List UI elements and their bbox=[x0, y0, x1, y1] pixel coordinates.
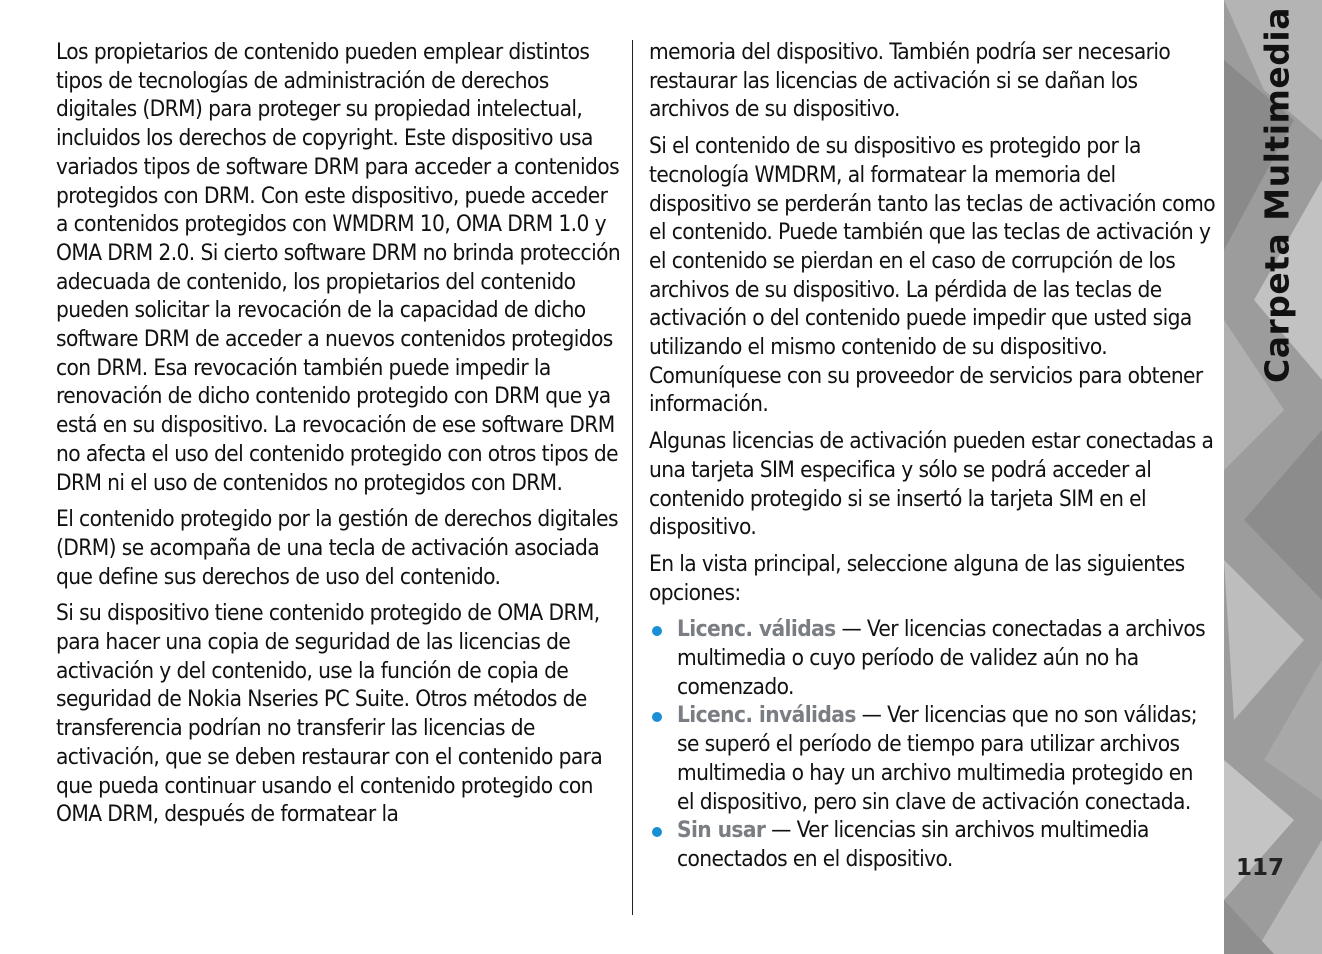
bullet-icon bbox=[652, 626, 662, 636]
option-item-invalid-licenses bbox=[649, 701, 1215, 816]
column-divider bbox=[632, 40, 633, 915]
bullet-icon bbox=[652, 712, 662, 722]
paragraph: Si su dispositivo tiene contenido protegido de OMA DRM, para hacer una copia de seguridad de las licencias de activación y del contenido, use la función de copia de seguridad de Nokia Nseries PC Suite. Otros métodos de transferencia podrían no transferir las licencias de activación, que se deben restaurar con el contenido para que pueda continuar usando el contenido protegido con OMA DRM, después de formatear la bbox=[56, 600, 603, 828]
paragraph: Los propietarios de contenido pueden emplear distintos tipos de tecnologías de administración de derechos digitales (DRM) para proteger su propiedad intelectual, incluidos los derechos de copyright. Este dispositivo usa variados tipos de software DRM para acceder a contenidos protegidos con DRM. Con este dispositivo, puede acceder a contenidos protegidos con WMDRM 10, OMA DRM 1.0 y OMA DRM 2.0. Si cierto software DRM no brinda protección adecuada de contenido, los propietarios del contenido pueden solicitar la revocación de la capacidad de dicho software DRM de acceder a nuevos contenidos protegidos con DRM. Esa revocación también puede impedir la renovación de dicho contenido protegido con DRM que ya está en su dispositivo. La revocación de ese software DRM no afecta el uso del contenido protegido con otros tipos de DRM ni el uso de contenidos no protegidos con DRM. bbox=[56, 39, 621, 496]
option-name: Sin usar bbox=[677, 817, 766, 844]
paragraph: Si el contenido de su dispositivo es protegido por la tecnología WMDRM, al formatear la memoria del dispositivo se perderán tanto las teclas de activación como el contenido. Puede también que las teclas de activación y el contenido se pierdan en el caso de corrupción de los archivos de su dispositivo. La pérdida de las teclas de activación o del contenido puede impedir que usted siga utilizando el mismo contenido de su dispositivo. Comuníquese con su proveedor de servicios para obtener información. bbox=[649, 133, 1215, 418]
page-number: 117 bbox=[1236, 855, 1285, 881]
paragraph: Algunas licencias de activación pueden estar conectadas a una tarjeta SIM especifica y sólo se podrá acceder al contenido protegido si se insertó la tarjeta SIM en el dispositivo. bbox=[649, 428, 1214, 541]
option-description: — Ver licencias conectadas a archivos multimedia o cuyo período de validez aún no ha comenzado. bbox=[677, 616, 1206, 700]
bullet-icon bbox=[652, 827, 662, 837]
paragraph: En la vista principal, seleccione alguna de las siguientes opciones: bbox=[649, 550, 1185, 606]
left-column bbox=[56, 38, 622, 837]
right-column bbox=[649, 38, 1215, 874]
option-name: Licenc. válidas bbox=[677, 616, 836, 643]
paragraph: El contenido protegido por la gestión de derechos digitales (DRM) se acompaña de una tecla de activación asociada que define sus derechos de uso del contenido. bbox=[56, 506, 618, 590]
option-description: — Ver licencias sin archivos multimedia conectados en el dispositivo. bbox=[677, 817, 1149, 872]
option-item-unused bbox=[649, 816, 1215, 873]
option-description: — Ver licencias que no son válidas; se superó el período de tiempo para utilizar archivos multimedia o hay un archivo multimedia protegido en el dispositivo, pero sin clave de activación conectada. bbox=[677, 702, 1198, 815]
option-name: Licenc. inválidas bbox=[677, 702, 856, 729]
paragraph: memoria del dispositivo. También podría ser necesario restaurar las licencias de activación si se dañan los archivos de su dispositivo. bbox=[649, 39, 1171, 123]
option-item-valid-licenses bbox=[649, 615, 1215, 701]
section-title: Carpeta Multimedia bbox=[1257, 7, 1297, 383]
options-list bbox=[649, 615, 1215, 873]
